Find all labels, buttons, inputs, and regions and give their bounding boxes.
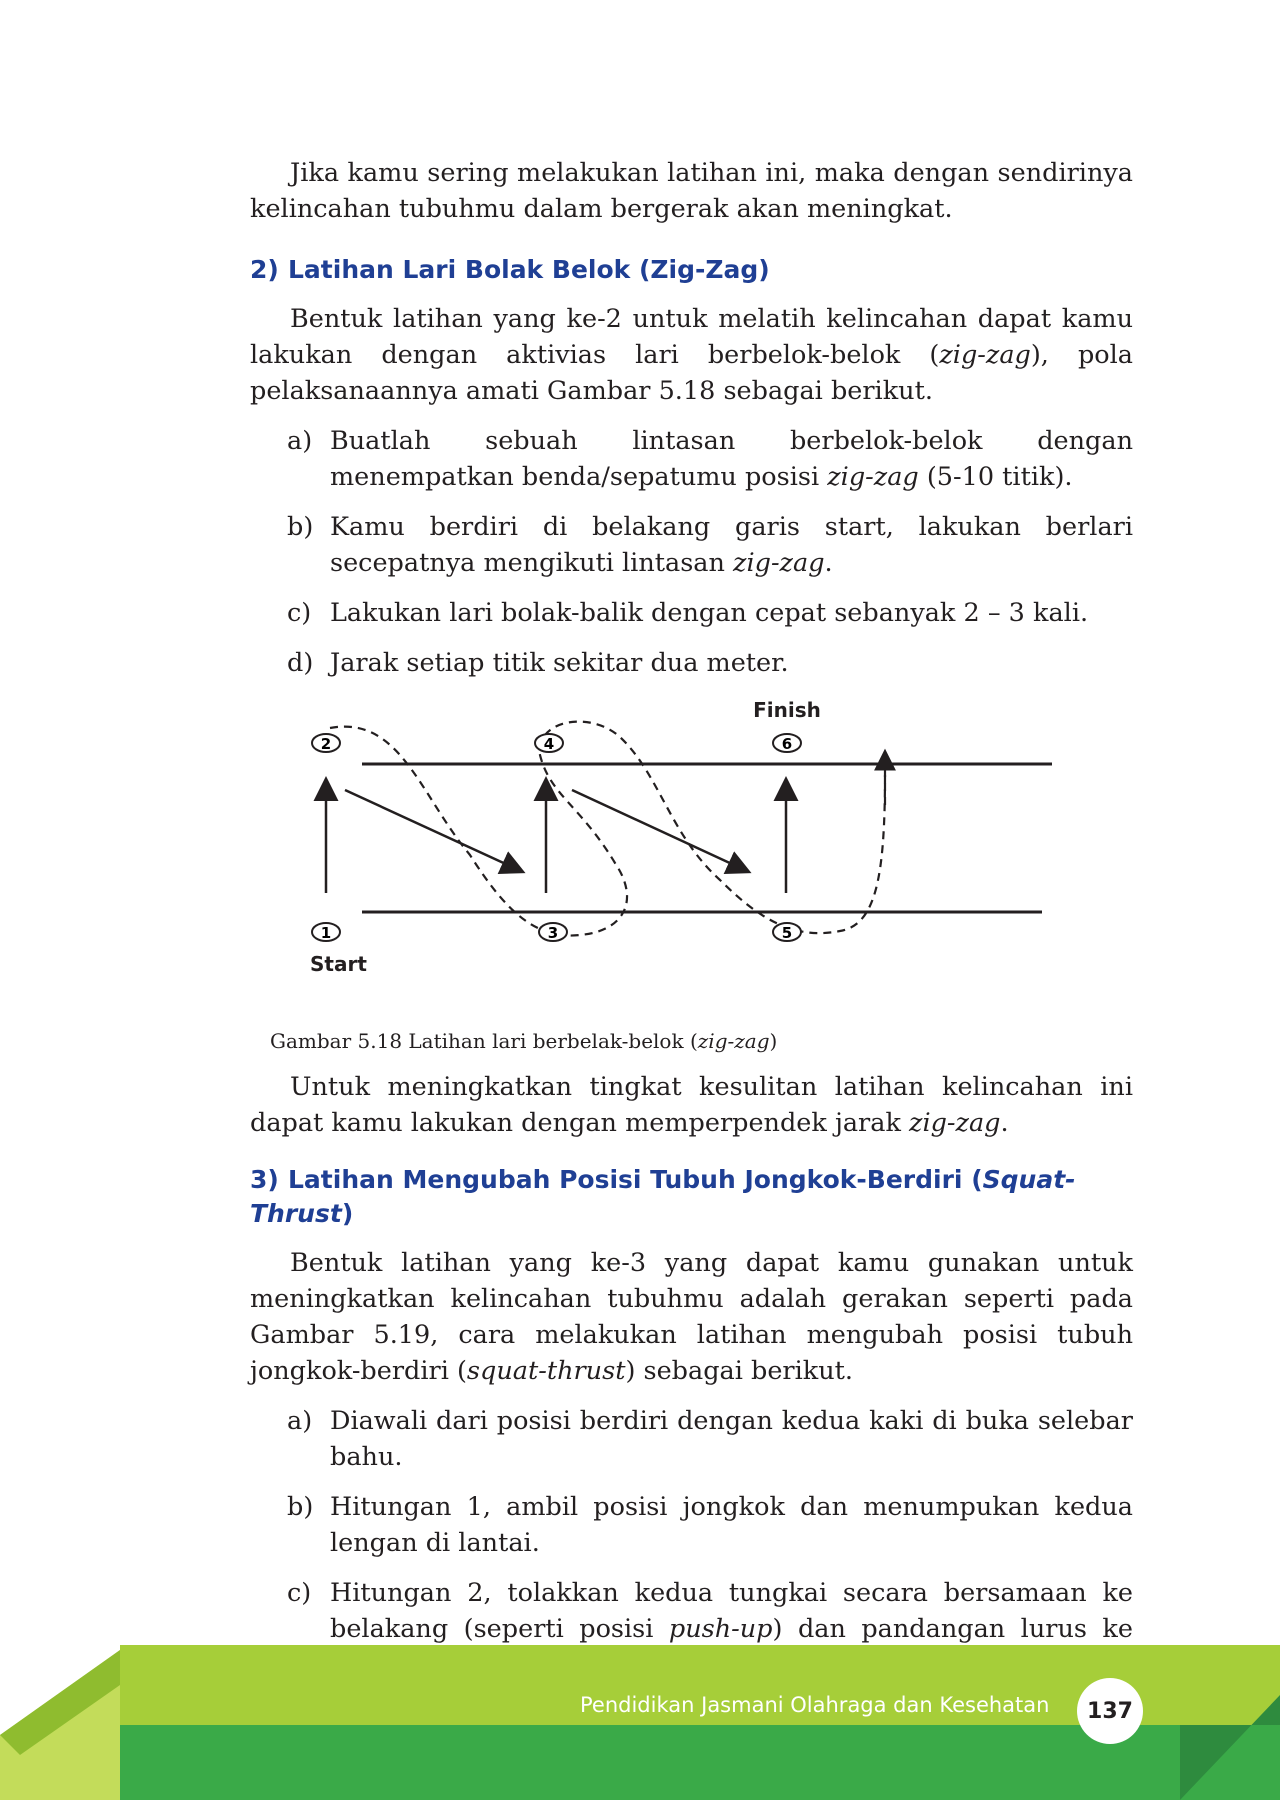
footer-book-title: Pendidikan Jasmani Olahraga dan Kesehatan: [580, 1693, 1050, 1717]
point-1-marker: [312, 923, 340, 942]
section-2-number: 2): [250, 255, 279, 284]
intro-paragraph: Jika kamu sering melakukan latihan ini, maka dengan sendirinya kelincahan tubuhmu dalam bergerak akan meningkat.: [250, 158, 1133, 224]
page-content: [250, 155, 1133, 1697]
dashed-path: [330, 722, 885, 936]
svg-text:3: 3: [547, 924, 559, 942]
zigzag-diagram: [250, 695, 1133, 1025]
svg-text:1: 1: [320, 924, 332, 942]
list-item: b) Kamu berdiri di belakang garis start, lakukan berlari secepatnya mengikuti lintasan zig-zag.: [287, 512, 1133, 578]
point-4-marker: [535, 734, 563, 753]
section-3-paragraph: Bentuk latihan yang ke-3 yang dapat kamu gunakan untuk meningkatkan kelincahan tubuhmu adalah gerakan seperti pada Gambar 5.19, cara melakukan latihan mengubah posisi tubuh jongkok-berdiri (squat-thrust) sebagai berikut.: [250, 1248, 1133, 1386]
point-2-marker: [312, 734, 340, 753]
point-5-marker: [773, 923, 801, 942]
svg-text:5: 5: [781, 924, 793, 942]
point-3-marker: [539, 923, 567, 942]
list-item: c) Hitungan 2, tolakkan kedua tungkai secara bersamaan ke belakang (seperti posisi push-up) dan pandangan lurus ke: [287, 1578, 1133, 1644]
finish-label: Finish: [753, 698, 821, 722]
arrow-2-3: [345, 790, 521, 871]
list-item: a) Diawali dari posisi berdiri dengan kedua kaki di buka selebar bahu.: [287, 1406, 1133, 1472]
section-2-heading: [250, 253, 1133, 287]
list-item: d) Jarak setiap titik sekitar dua meter.: [287, 648, 789, 678]
list-item: b) Hitungan 1, ambil posisi jongkok dan menumpukan kedua lengan di lantai.: [287, 1492, 1133, 1558]
section-2-steps: [250, 423, 1133, 681]
section-2-title: Latihan Lari Bolak Belok (Zig-Zag): [288, 255, 770, 284]
list-item: c) Lakukan lari bolak-balik dengan cepat sebanyak 2 – 3 kali.: [287, 598, 1089, 628]
svg-text:2: 2: [320, 735, 332, 753]
svg-text:4: 4: [543, 735, 555, 753]
zigzag-figure: [250, 695, 1133, 1025]
section-3-number: 3): [250, 1165, 279, 1194]
point-6-marker: [773, 734, 801, 753]
svg-text:6: 6: [781, 735, 793, 753]
section-2-paragraph: Bentuk latihan yang ke-2 untuk melatih kelincahan dapat kamu lakukan dengan aktivias lari berbelok-belok (zig-zag), pola pelaksanaannya amati Gambar 5.18 sebagai berikut.: [250, 304, 1133, 406]
section-3-steps: [250, 1403, 1133, 1683]
arrow-4-5: [572, 790, 747, 871]
section-3-heading: 3) Latihan Mengubah Posisi Tubuh Jongkok-Berdiri (Squat-Thrust): [250, 1165, 1076, 1228]
page-number: 137: [1077, 1678, 1143, 1744]
section-2-closing-paragraph: Untuk meningkatkan tingkat kesulitan latihan kelincahan ini dapat kamu lakukan dengan memperpendek jarak zig-zag.: [250, 1072, 1133, 1138]
list-item: a) Buatlah sebuah lintasan berbelok-belok dengan menempatkan benda/sepatumu posisi zig-zag (5-10 titik).: [287, 426, 1133, 492]
figure-caption: Gambar 5.18 Latihan lari berbelak-belok (zig-zag): [270, 1029, 778, 1053]
start-label: Start: [310, 952, 367, 976]
